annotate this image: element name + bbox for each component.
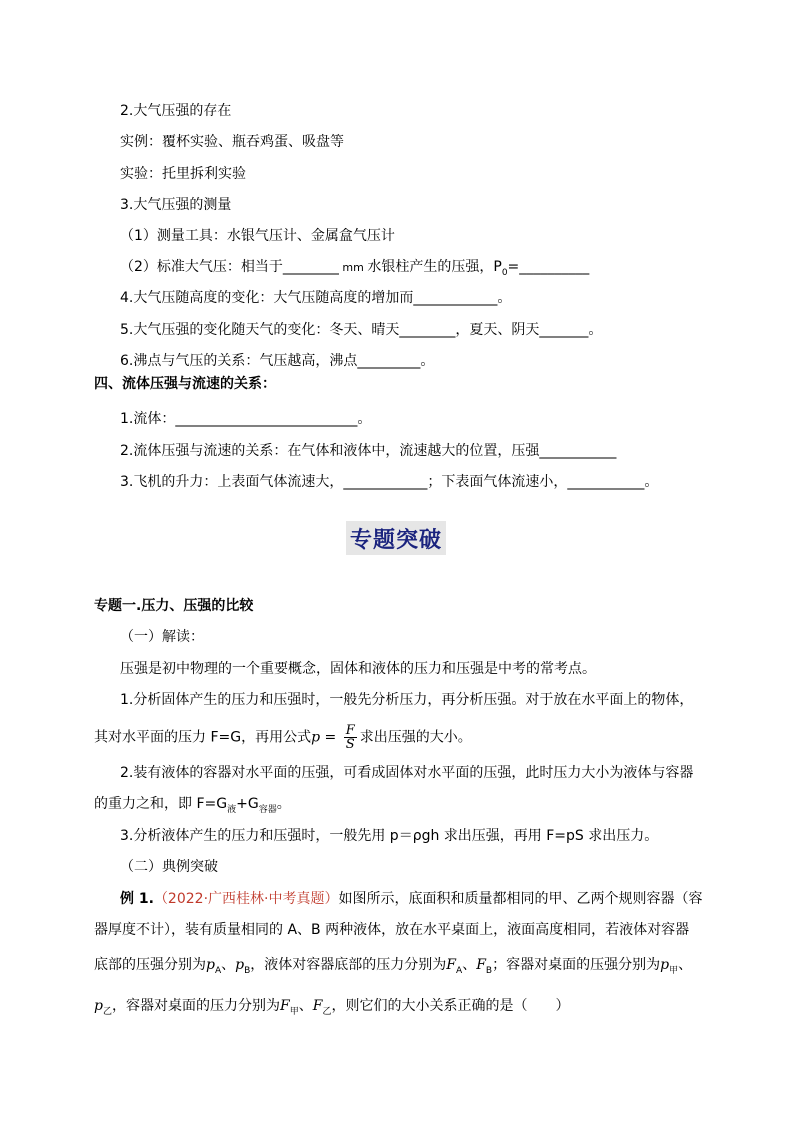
sym-FYi: F (312, 998, 323, 1014)
dianli-heading: （二）典例突破 (120, 859, 218, 875)
p2-line1: 2.装有液体的容器对水平面的压强，可看成固体对水平面的压强，此时压力大小为液体与容器 (120, 765, 694, 781)
s2-title: 2.大气压强的存在 (120, 103, 232, 119)
topic1-title: 专题一.压力、压强的比较 (94, 598, 254, 614)
sym-pJia-sub: 甲 (669, 965, 679, 976)
sep-3: 、 (678, 957, 693, 973)
s3-tools: （1）测量工具：水银气压计、金属盒气压计 (120, 228, 395, 244)
sym-pB-sub: B (244, 965, 251, 976)
sym-pB: p (235, 957, 245, 973)
section-four-title: 四、流体压强与流速的关系： (94, 376, 276, 392)
sym-FB-sub: B (485, 965, 493, 976)
p2-text-post: 。 (276, 796, 291, 812)
sym-FJia-sub: 甲 (289, 1006, 299, 1017)
s6-boiling-point: 6.沸点与气压的关系：气压越高，沸点_________。 (120, 353, 435, 369)
example1-line4 (94, 996, 569, 1022)
fraction-denominator: S (345, 737, 355, 752)
topic-banner-text: 专题突破 (349, 527, 442, 553)
s2-experiment: 实验：托里拆利实验 (120, 166, 246, 182)
sym-FA: F (446, 957, 457, 973)
sym-FJia: F (279, 998, 290, 1014)
jiedu-heading: （一）解读： (120, 629, 204, 645)
ex-l4-a: ，容器对桌面的压力分别为 (111, 998, 280, 1014)
ex-l3-b: ，液体对容器底部的压力分别为 (250, 957, 447, 973)
example-label: 例 1. (120, 891, 154, 907)
example1-line2: 器厚度不计），装有质量相同的 A、B 两种液体，放在水平桌面上，液面高度相同，若液体对容器 (94, 922, 690, 938)
p2-line2 (94, 794, 291, 820)
s3-standard-pressure (120, 257, 589, 283)
p1-line2 (94, 724, 472, 751)
example1-line3 (94, 955, 692, 981)
sym-pJia: p (660, 957, 670, 973)
airplane-lift: 3.飞机的升力：上表面气体流速大，____________；下表面气体流速小，___________。 (120, 474, 659, 490)
example-text-1: 如图所示，底面积和质量都相同的甲、乙两个规则容器（容 (338, 891, 703, 907)
formula-fraction (344, 724, 357, 751)
formula-equals: = (320, 729, 341, 746)
sym-FA-sub: A (456, 965, 463, 976)
p2-text-mid: +G (236, 796, 259, 812)
sep-4: 、 (298, 998, 313, 1014)
s3-std-unit: mm (338, 261, 368, 274)
sep-1: 、 (221, 957, 236, 973)
s3-std-part-a: （2）标准大气压：相当于________ (120, 259, 339, 275)
s3-std-sub: 0 (501, 267, 508, 278)
sym-pYi-sub: 乙 (102, 1006, 112, 1017)
ex-l3-c: ；容器对桌面的压强分别为 (492, 957, 661, 973)
s3-title: 3.大气压强的测量 (120, 197, 232, 213)
s2-examples: 实例：覆杯实验、瓶吞鸡蛋、吸盘等 (120, 134, 344, 150)
example-source: （2022·广西桂林·中考真题） (153, 891, 339, 907)
fluid-pressure-speed: 2.流体压强与流速的关系：在气体和液体中，流速越大的位置，压强___________ (120, 443, 617, 459)
intro-paragraph: 压强是初中物理的一个重要概念，固体和液体的压力和压强是中考的常考点。 (120, 661, 596, 677)
fluid-definition: 1.流体：__________________________。 (120, 411, 372, 427)
topic-banner (346, 521, 446, 555)
fraction-numerator: F (345, 723, 355, 738)
sym-FYi-sub: 乙 (322, 1006, 332, 1017)
sym-pA-sub: A (214, 965, 222, 976)
p1-line1: 1.分析固体产生的压力和压强时，一般先分析压力，再分析压强。对于放在水平面上的物体， (120, 692, 694, 708)
s4-altitude: 4.大气压随高度的变化：大气压随高度的增加而____________。 (120, 290, 512, 306)
sym-pA: p (206, 957, 215, 973)
p1-text-post: 求出压强的大小。 (359, 729, 472, 746)
ex-l4-b: ，则它们的大小关系正确的是（ ） (331, 998, 570, 1014)
s3-std-part-b: 水银柱产生的压强，P (367, 259, 502, 275)
ex-l3-a: 底部的压强分别为 (94, 957, 206, 973)
p2-sub-liquid: 液 (227, 804, 237, 815)
p2-text-pre: 的重力之和，即 F=G (94, 796, 228, 812)
sym-pYi: p (94, 998, 103, 1014)
sym-FB: F (476, 957, 486, 973)
formula-p: p (311, 729, 321, 746)
s3-std-part-c: =__________ (507, 259, 590, 275)
p1-text-pre: 其对水平面的压力 F=G，再用公式 (94, 729, 312, 746)
s5-weather: 5.大气压强的变化随天气的变化：冬天、晴天________，夏天、阴天_______。 (120, 322, 603, 338)
p3-line: 3.分析液体产生的压力和压强时，一般先用 p＝ρgh 求出压强，再用 F=pS 求出压力。 (120, 828, 659, 844)
p2-sub-container: 容器 (258, 804, 277, 815)
example1-line1 (120, 889, 702, 909)
sep-2: 、 (462, 957, 477, 973)
